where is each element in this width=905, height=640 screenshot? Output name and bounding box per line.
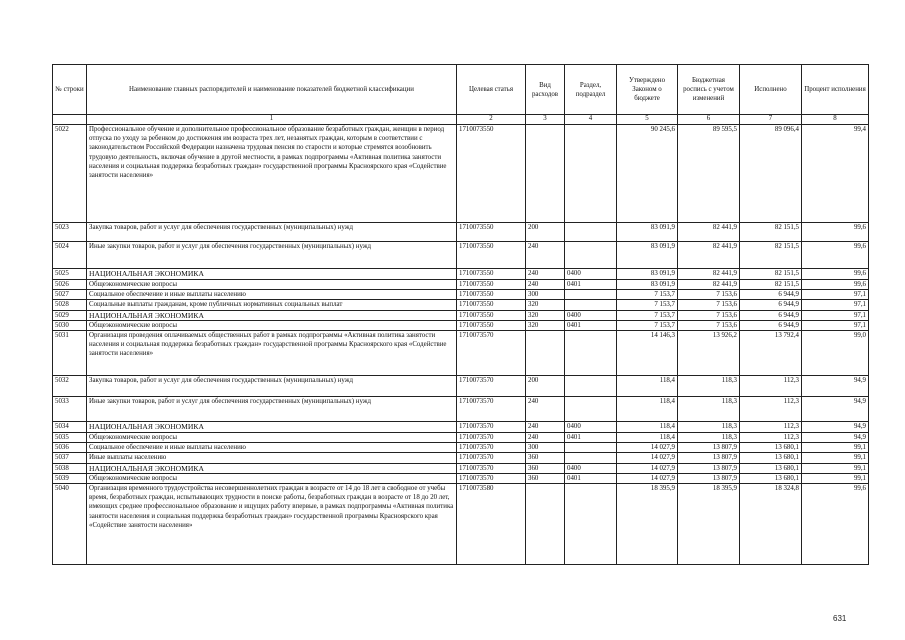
executed-amount-cell: 13 680,1 bbox=[740, 473, 802, 483]
row-number-cell: 5036 bbox=[53, 443, 87, 453]
approved-amount-cell: 90 245,6 bbox=[617, 125, 678, 223]
percent-cell: 94,9 bbox=[802, 397, 869, 422]
row-number-cell: 5029 bbox=[53, 310, 87, 320]
item-name-cell: Общеэкономические вопросы bbox=[87, 433, 457, 443]
item-name-cell: Социальное обеспечение и иные выплаты населению bbox=[87, 443, 457, 453]
approved-amount-cell: 7 153,7 bbox=[617, 320, 678, 330]
executed-amount-cell: 112,3 bbox=[740, 433, 802, 443]
percent-cell: 99,6 bbox=[802, 269, 869, 280]
executed-amount-cell: 6 944,9 bbox=[740, 310, 802, 320]
expense-type-cell: 320 bbox=[526, 320, 565, 330]
row-number-cell: 5035 bbox=[53, 433, 87, 443]
item-name-cell: Закупка товаров, работ и услуг для обеспечения государственных (муниципальных) нужд bbox=[87, 223, 457, 242]
table-row bbox=[53, 473, 869, 483]
budget-schedule-cell: 18 395,9 bbox=[678, 484, 740, 565]
executed-amount-cell: 6 944,9 bbox=[740, 290, 802, 300]
expense-type-cell: 200 bbox=[526, 376, 565, 397]
approved-amount-cell: 14 027,9 bbox=[617, 473, 678, 483]
section-cell: 0400 bbox=[565, 310, 617, 320]
table-header-row bbox=[53, 65, 869, 115]
item-name-cell: Иные выплаты населению bbox=[87, 453, 457, 463]
approved-amount-cell: 118,4 bbox=[617, 422, 678, 433]
budget-schedule-cell: 13 807,9 bbox=[678, 453, 740, 463]
approved-amount-cell: 83 091,9 bbox=[617, 223, 678, 242]
item-name-cell: Иные закупки товаров, работ и услуг для обеспечения государственных (муниципальных) нужд bbox=[87, 397, 457, 422]
percent-cell: 97,1 bbox=[802, 310, 869, 320]
item-name-cell: Организация временного трудоустройства несовершеннолетних граждан в возрасте от 14 до 18 лет в свободное от учебы время, безработных граждан, испытывающих трудности в поиске работы, безработных граждан в возрасте от 18 до 20 лет, имеющих среднее профессиональное образование и ищущих работу впервые, в рамках подпрограммы «Активная политика занятости населения и социальная поддержка безработных граждан» государственной программы Красноярского края «Содействие занятости населения» bbox=[87, 484, 457, 565]
header-budget-schedule: Бюджетная роспись с учетом изменений bbox=[678, 65, 740, 115]
percent-cell: 99,1 bbox=[802, 443, 869, 453]
expense-type-cell: 240 bbox=[526, 422, 565, 433]
section-cell bbox=[565, 300, 617, 310]
target-article-cell: 1710073550 bbox=[457, 290, 526, 300]
row-number-cell: 5033 bbox=[53, 397, 87, 422]
row-number-cell: 5039 bbox=[53, 473, 87, 483]
percent-cell: 99,6 bbox=[802, 280, 869, 290]
approved-amount-cell: 14 027,9 bbox=[617, 453, 678, 463]
row-number-cell: 5034 bbox=[53, 422, 87, 433]
target-article-cell: 1710073550 bbox=[457, 300, 526, 310]
target-article-cell: 1710073570 bbox=[457, 376, 526, 397]
executed-amount-cell: 82 151,5 bbox=[740, 269, 802, 280]
table-row bbox=[53, 320, 869, 330]
approved-amount-cell: 118,4 bbox=[617, 376, 678, 397]
column-number: 2 bbox=[457, 115, 526, 125]
item-name-cell: НАЦИОНАЛЬНАЯ ЭКОНОМИКА bbox=[87, 463, 457, 473]
budget-schedule-cell: 89 595,5 bbox=[678, 125, 740, 223]
approved-amount-cell: 14 027,9 bbox=[617, 443, 678, 453]
row-number-cell: 5031 bbox=[53, 331, 87, 376]
percent-cell: 99,1 bbox=[802, 463, 869, 473]
executed-amount-cell: 112,3 bbox=[740, 397, 802, 422]
row-number-cell: 5037 bbox=[53, 453, 87, 463]
percent-cell: 97,1 bbox=[802, 320, 869, 330]
approved-amount-cell: 118,4 bbox=[617, 433, 678, 443]
table-row bbox=[53, 453, 869, 463]
budget-schedule-cell: 13 807,9 bbox=[678, 463, 740, 473]
section-cell bbox=[565, 376, 617, 397]
table-row bbox=[53, 280, 869, 290]
budget-schedule-cell: 7 153,6 bbox=[678, 290, 740, 300]
item-name-cell: НАЦИОНАЛЬНАЯ ЭКОНОМИКА bbox=[87, 422, 457, 433]
target-article-cell: 1710073570 bbox=[457, 443, 526, 453]
expense-type-cell bbox=[526, 484, 565, 565]
budget-schedule-cell: 82 441,9 bbox=[678, 269, 740, 280]
budget-schedule-cell: 13 807,9 bbox=[678, 443, 740, 453]
table-row bbox=[53, 484, 869, 565]
expense-type-cell: 360 bbox=[526, 463, 565, 473]
column-number: 3 bbox=[526, 115, 565, 125]
budget-schedule-cell: 82 441,9 bbox=[678, 223, 740, 242]
item-name-cell: Иные закупки товаров, работ и услуг для обеспечения государственных (муниципальных) нужд bbox=[87, 242, 457, 269]
target-article-cell: 1710073550 bbox=[457, 223, 526, 242]
header-section: Раздел, подраздел bbox=[565, 65, 617, 115]
executed-amount-cell: 82 151,5 bbox=[740, 280, 802, 290]
section-cell: 0400 bbox=[565, 269, 617, 280]
row-number-cell: 5027 bbox=[53, 290, 87, 300]
item-name-cell: Закупка товаров, работ и услуг для обеспечения государственных (муниципальных) нужд bbox=[87, 376, 457, 397]
table-row bbox=[53, 300, 869, 310]
section-cell bbox=[565, 397, 617, 422]
table-row bbox=[53, 463, 869, 473]
column-number: 8 bbox=[802, 115, 869, 125]
executed-amount-cell: 112,3 bbox=[740, 376, 802, 397]
executed-amount-cell: 82 151,5 bbox=[740, 223, 802, 242]
budget-schedule-cell: 118,3 bbox=[678, 376, 740, 397]
column-number bbox=[53, 115, 87, 125]
target-article-cell: 1710073550 bbox=[457, 280, 526, 290]
executed-amount-cell: 13 680,1 bbox=[740, 463, 802, 473]
column-numbers-row bbox=[53, 115, 869, 125]
target-article-cell: 1710073570 bbox=[457, 463, 526, 473]
section-cell bbox=[565, 453, 617, 463]
item-name-cell: Социальные выплаты гражданам, кроме публичных нормативных социальных выплат bbox=[87, 300, 457, 310]
item-name-cell: Социальное обеспечение и иные выплаты населению bbox=[87, 290, 457, 300]
section-cell bbox=[565, 125, 617, 223]
table-row bbox=[53, 422, 869, 433]
approved-amount-cell: 14 146,3 bbox=[617, 331, 678, 376]
section-cell: 0401 bbox=[565, 433, 617, 443]
table-row bbox=[53, 242, 869, 269]
table-row bbox=[53, 397, 869, 422]
row-number-cell: 5030 bbox=[53, 320, 87, 330]
target-article-cell: 1710073550 bbox=[457, 242, 526, 269]
section-cell bbox=[565, 484, 617, 565]
percent-cell: 99,1 bbox=[802, 453, 869, 463]
target-article-cell: 1710073550 bbox=[457, 269, 526, 280]
percent-cell: 97,1 bbox=[802, 290, 869, 300]
target-article-cell: 1710073570 bbox=[457, 331, 526, 376]
item-name-cell: Организация проведения оплачиваемых общественных работ в рамках подпрограммы «Активная политика занятости населения и социальная поддержка безработных граждан» государственной программы Красноярского края «Содействие занятости населения» bbox=[87, 331, 457, 376]
target-article-cell: 1710073570 bbox=[457, 473, 526, 483]
section-cell bbox=[565, 223, 617, 242]
budget-schedule-cell: 118,3 bbox=[678, 422, 740, 433]
approved-amount-cell: 83 091,9 bbox=[617, 269, 678, 280]
table-row bbox=[53, 223, 869, 242]
target-article-cell: 1710073570 bbox=[457, 433, 526, 443]
row-number-cell: 5025 bbox=[53, 269, 87, 280]
row-number-cell: 5032 bbox=[53, 376, 87, 397]
expense-type-cell: 320 bbox=[526, 300, 565, 310]
executed-amount-cell: 112,3 bbox=[740, 422, 802, 433]
header-row-number: № строки bbox=[53, 65, 87, 115]
budget-schedule-cell: 118,3 bbox=[678, 433, 740, 443]
percent-cell: 99,6 bbox=[802, 484, 869, 565]
executed-amount-cell: 13 680,1 bbox=[740, 443, 802, 453]
row-number-cell: 5024 bbox=[53, 242, 87, 269]
item-name-cell: Профессиональное обучение и дополнительное профессиональное образование безработных граждан, женщин в период отпуска по уходу за ребенком до достижения им возраста трех лет, незанятых граждан, которым в соответствии с законодательством Российской Федерации назначена трудовая пенсия по старости и которые стремятся возобновить трудовую деятельность, включая обучение в другой местности, в рамках подпрограммы «Активная политика занятости населения и социальная поддержка безработных граждан» государственной программы Красноярского края «Содействие занятости населения» bbox=[87, 125, 457, 223]
target-article-cell: 1710073570 bbox=[457, 422, 526, 433]
budget-schedule-cell: 82 441,9 bbox=[678, 242, 740, 269]
column-number: 6 bbox=[678, 115, 740, 125]
budget-execution-table bbox=[52, 64, 869, 565]
section-cell bbox=[565, 443, 617, 453]
executed-amount-cell: 6 944,9 bbox=[740, 320, 802, 330]
executed-amount-cell: 89 096,4 bbox=[740, 125, 802, 223]
percent-cell: 94,9 bbox=[802, 433, 869, 443]
column-number: 5 bbox=[617, 115, 678, 125]
percent-cell: 97,1 bbox=[802, 300, 869, 310]
section-cell: 0401 bbox=[565, 320, 617, 330]
percent-cell: 94,9 bbox=[802, 376, 869, 397]
section-cell: 0401 bbox=[565, 280, 617, 290]
target-article-cell: 1710073550 bbox=[457, 125, 526, 223]
table-row bbox=[53, 433, 869, 443]
section-cell: 0400 bbox=[565, 463, 617, 473]
item-name-cell: Общеэкономические вопросы bbox=[87, 280, 457, 290]
table-row bbox=[53, 310, 869, 320]
item-name-cell: НАЦИОНАЛЬНАЯ ЭКОНОМИКА bbox=[87, 310, 457, 320]
approved-amount-cell: 7 153,7 bbox=[617, 300, 678, 310]
approved-amount-cell: 14 027,9 bbox=[617, 463, 678, 473]
expense-type-cell bbox=[526, 331, 565, 376]
approved-amount-cell: 7 153,7 bbox=[617, 290, 678, 300]
executed-amount-cell: 13 680,1 bbox=[740, 453, 802, 463]
expense-type-cell: 240 bbox=[526, 280, 565, 290]
section-cell bbox=[565, 242, 617, 269]
row-number-cell: 5038 bbox=[53, 463, 87, 473]
expense-type-cell: 240 bbox=[526, 269, 565, 280]
expense-type-cell: 300 bbox=[526, 290, 565, 300]
target-article-cell: 1710073580 bbox=[457, 484, 526, 565]
header-expense-type: Вид расходов bbox=[526, 65, 565, 115]
section-cell: 0401 bbox=[565, 473, 617, 483]
page-number: 631 bbox=[833, 614, 847, 623]
table-row bbox=[53, 125, 869, 223]
header-approved: Утверждено Законом о бюджете bbox=[617, 65, 678, 115]
budget-schedule-cell: 118,3 bbox=[678, 397, 740, 422]
target-article-cell: 1710073550 bbox=[457, 320, 526, 330]
expense-type-cell: 360 bbox=[526, 453, 565, 463]
percent-cell: 99,6 bbox=[802, 242, 869, 269]
row-number-cell: 5040 bbox=[53, 484, 87, 565]
executed-amount-cell: 13 792,4 bbox=[740, 331, 802, 376]
approved-amount-cell: 18 395,9 bbox=[617, 484, 678, 565]
percent-cell: 99,1 bbox=[802, 473, 869, 483]
expense-type-cell: 360 bbox=[526, 473, 565, 483]
budget-schedule-cell: 7 153,6 bbox=[678, 300, 740, 310]
expense-type-cell: 240 bbox=[526, 397, 565, 422]
row-number-cell: 5022 bbox=[53, 125, 87, 223]
executed-amount-cell: 6 944,9 bbox=[740, 300, 802, 310]
target-article-cell: 1710073550 bbox=[457, 310, 526, 320]
budget-schedule-cell: 7 153,6 bbox=[678, 320, 740, 330]
percent-cell: 99,6 bbox=[802, 223, 869, 242]
header-name: Наименование главных распорядителей и наименование показателей бюджетной классификации bbox=[87, 65, 457, 115]
table-row bbox=[53, 290, 869, 300]
row-number-cell: 5023 bbox=[53, 223, 87, 242]
expense-type-cell: 200 bbox=[526, 223, 565, 242]
expense-type-cell: 300 bbox=[526, 443, 565, 453]
target-article-cell: 1710073570 bbox=[457, 397, 526, 422]
column-number: 4 bbox=[565, 115, 617, 125]
section-cell bbox=[565, 290, 617, 300]
expense-type-cell bbox=[526, 125, 565, 223]
header-executed: Исполнено bbox=[740, 65, 802, 115]
column-number: 1 bbox=[87, 115, 457, 125]
expense-type-cell: 240 bbox=[526, 433, 565, 443]
row-number-cell: 5028 bbox=[53, 300, 87, 310]
section-cell: 0400 bbox=[565, 422, 617, 433]
approved-amount-cell: 7 153,7 bbox=[617, 310, 678, 320]
item-name-cell: Общеэкономические вопросы bbox=[87, 320, 457, 330]
table-row bbox=[53, 443, 869, 453]
table-row bbox=[53, 376, 869, 397]
approved-amount-cell: 83 091,9 bbox=[617, 280, 678, 290]
item-name-cell: НАЦИОНАЛЬНАЯ ЭКОНОМИКА bbox=[87, 269, 457, 280]
executed-amount-cell: 18 324,8 bbox=[740, 484, 802, 565]
approved-amount-cell: 83 091,9 bbox=[617, 242, 678, 269]
percent-cell: 94,9 bbox=[802, 422, 869, 433]
expense-type-cell: 320 bbox=[526, 310, 565, 320]
percent-cell: 99,4 bbox=[802, 125, 869, 223]
table-row bbox=[53, 269, 869, 280]
percent-cell: 99,0 bbox=[802, 331, 869, 376]
budget-schedule-cell: 13 926,2 bbox=[678, 331, 740, 376]
table-row bbox=[53, 331, 869, 376]
header-target-article: Целевая статья bbox=[457, 65, 526, 115]
section-cell bbox=[565, 331, 617, 376]
budget-schedule-cell: 7 153,6 bbox=[678, 310, 740, 320]
column-number: 7 bbox=[740, 115, 802, 125]
approved-amount-cell: 118,4 bbox=[617, 397, 678, 422]
target-article-cell: 1710073570 bbox=[457, 453, 526, 463]
budget-schedule-cell: 13 807,9 bbox=[678, 473, 740, 483]
row-number-cell: 5026 bbox=[53, 280, 87, 290]
header-percent: Процент исполнения bbox=[802, 65, 869, 115]
item-name-cell: Общеэкономические вопросы bbox=[87, 473, 457, 483]
expense-type-cell: 240 bbox=[526, 242, 565, 269]
budget-schedule-cell: 82 441,9 bbox=[678, 280, 740, 290]
executed-amount-cell: 82 151,5 bbox=[740, 242, 802, 269]
